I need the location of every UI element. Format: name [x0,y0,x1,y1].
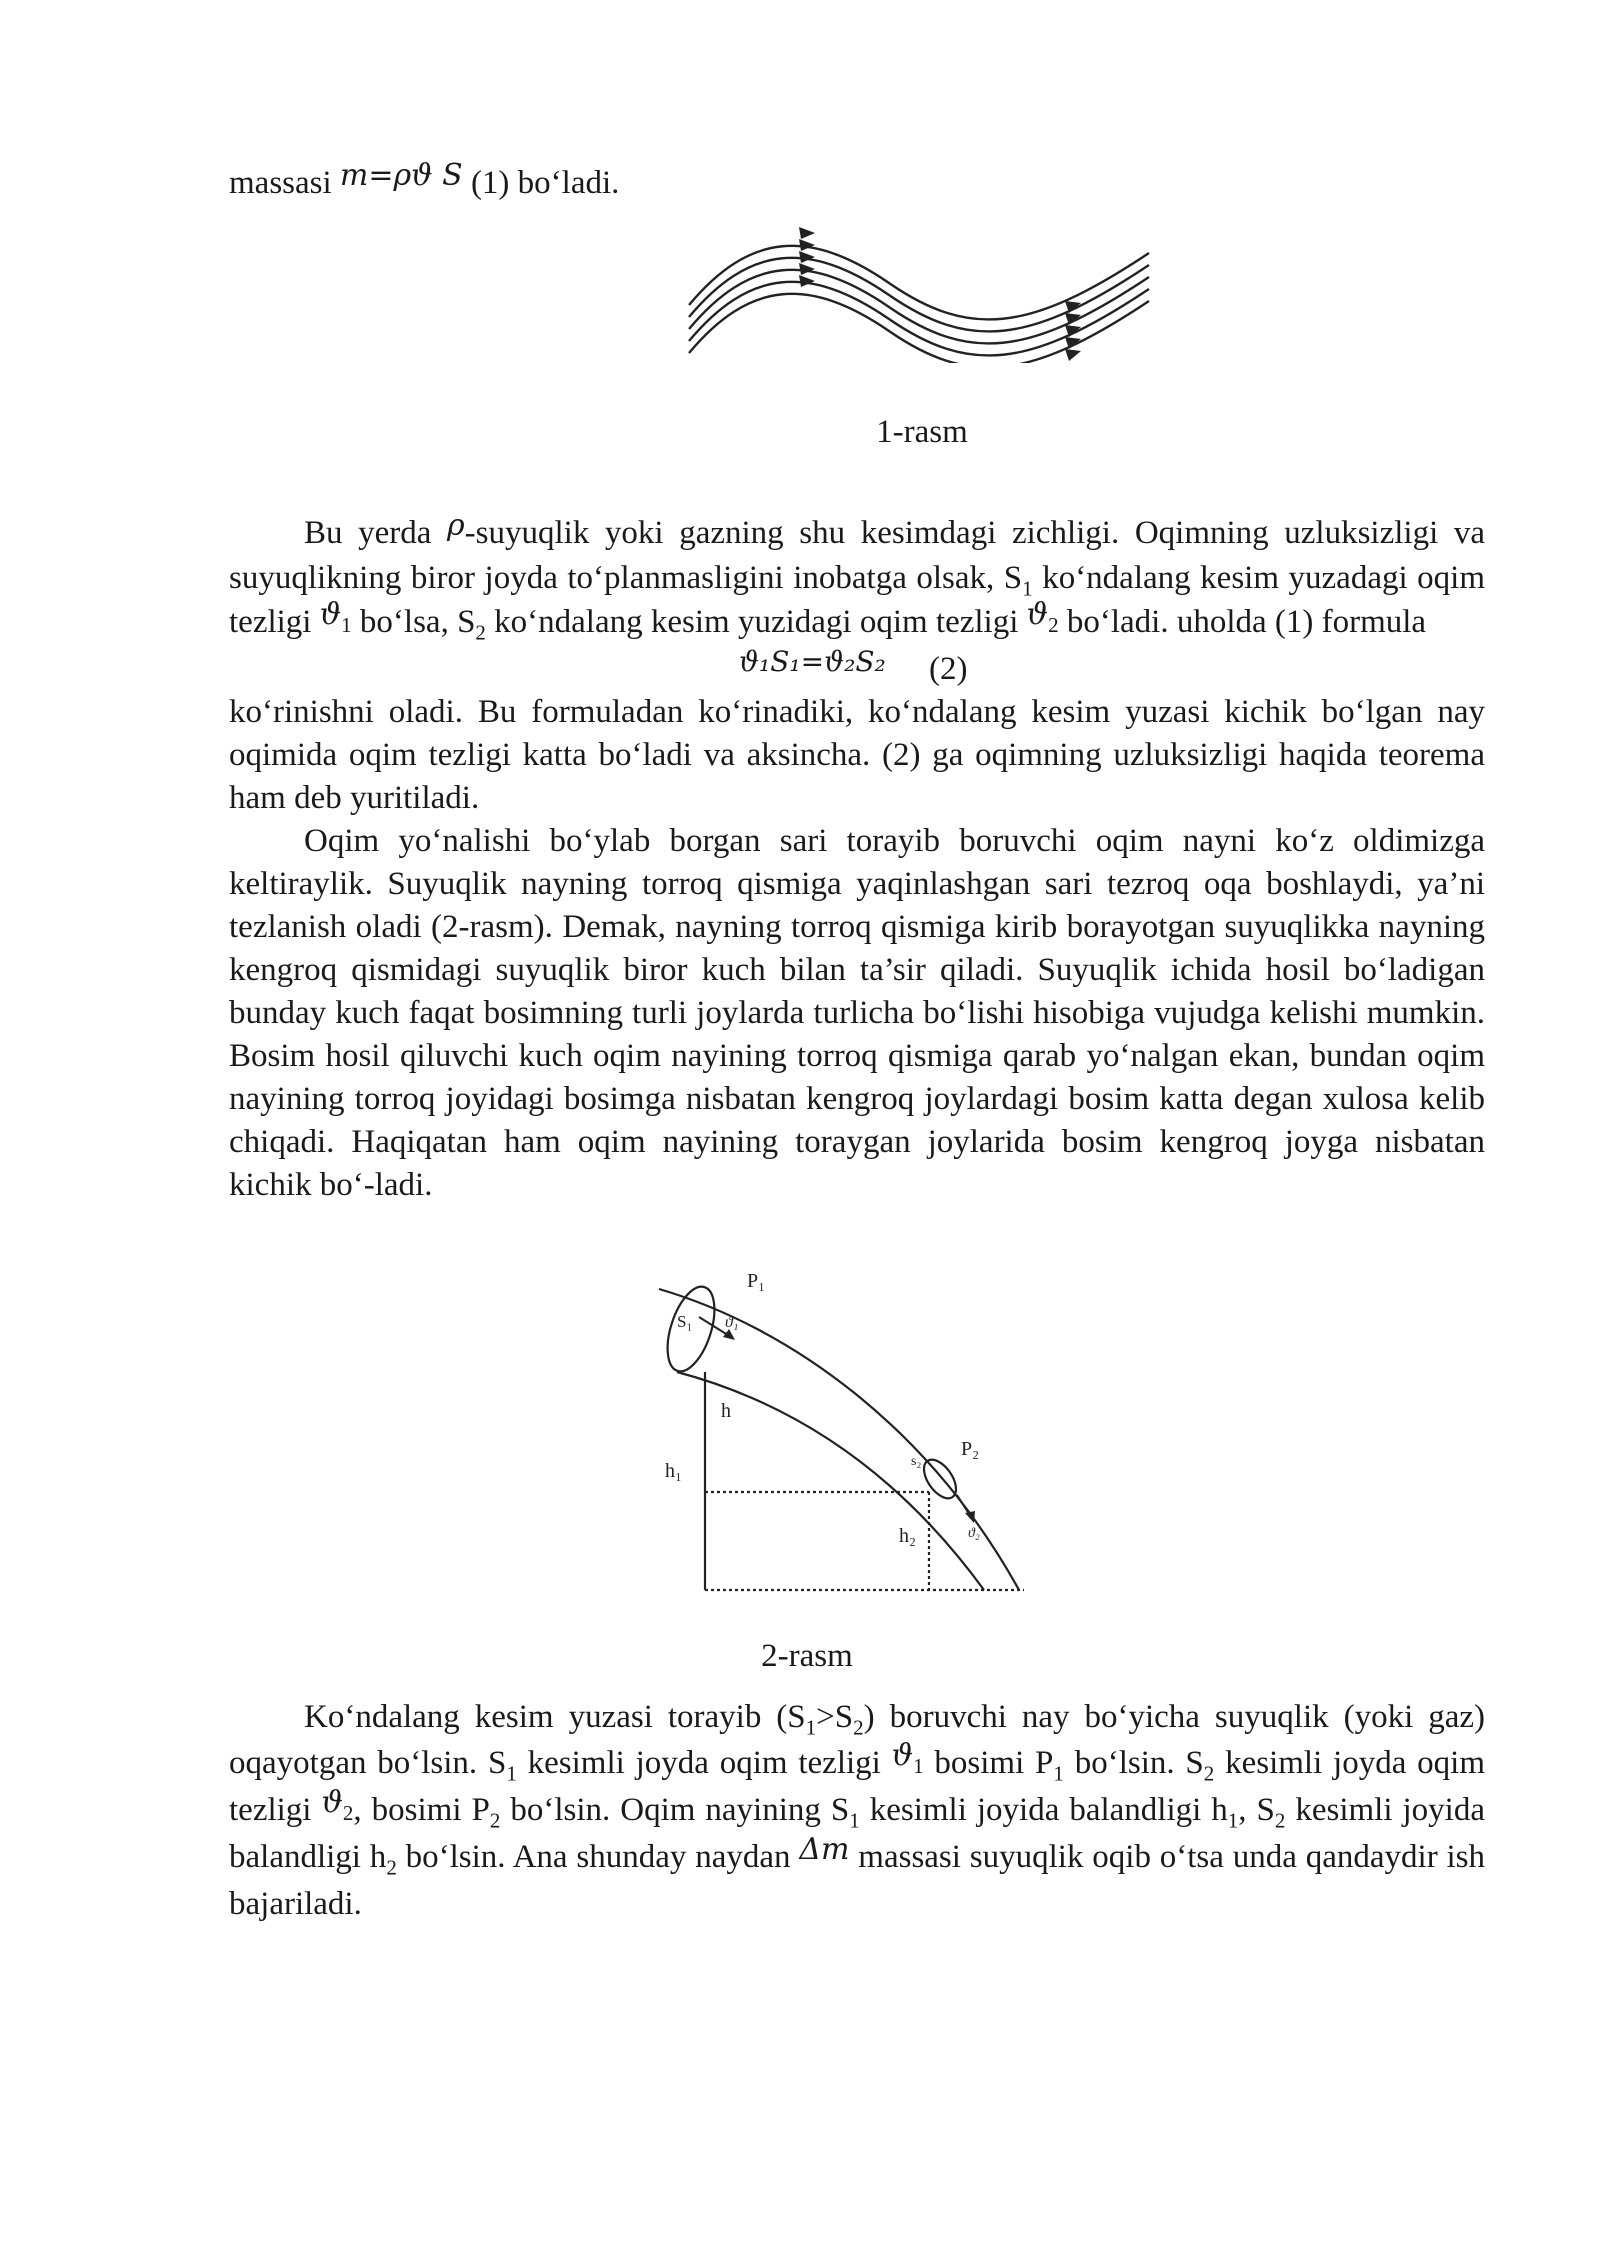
subscript: 1 [913,1753,924,1778]
text: kesimli joyda oqim tezligi [229,1745,1485,1828]
label-s2: s₂ [911,1454,922,1469]
text: (1) bo‘ladi. [462,165,620,201]
text: bo‘lsin. Oqim nayining S [500,1792,850,1828]
text: Ko‘ndalang kesim yuzasi torayib (S [304,1699,806,1735]
subscript: 1 [506,1761,517,1786]
subscript: 2 [342,1800,354,1825]
text: bosimi P [923,1745,1054,1781]
arrow-icon [1065,349,1081,361]
text: massasi suyuqlik oqib o‘tsa unda qandaydir ish bajariladi. [229,1839,1486,1922]
subscript: 1 [341,612,352,637]
mass-formula: m=ρϑ S [339,158,463,193]
formula-expression: ϑ₁S₁=ϑ₂S₂ [739,645,886,678]
text: , bosimi P [353,1792,490,1828]
subscript: 2 [1203,1761,1215,1786]
mass-line [229,158,1485,205]
text: bo‘lsin. Ana shunday naydan [396,1839,800,1875]
subscript: 2 [489,1808,501,1833]
text: ko‘ndalang kesim yuzidagi oqim tezligi [485,604,1027,640]
text: massasi [229,165,340,201]
subscript: 2 [386,1855,397,1880]
label-h2: h₂ [899,1525,916,1547]
subscript: 2 [1274,1808,1286,1833]
velocity-symbol: ϑ [319,597,342,632]
text: Bu yerda [304,515,448,551]
text: bo‘lsin. S [1063,1745,1204,1781]
figure-2-caption: 2-rasm [761,1638,853,1674]
velocity-symbol: ϑ [891,1738,914,1773]
arrow-icon [965,1511,975,1523]
text: , S [1238,1792,1275,1828]
label-h: h [721,1400,731,1422]
text: kesimli joyida balandligi h [859,1792,1228,1828]
arrow-icon [799,239,815,251]
velocity-symbol: ϑ [1026,597,1049,632]
figure-1-streamlines [229,213,1485,363]
text: bo‘lsa, S [351,604,476,640]
label-s1: S₁ [677,1312,693,1331]
text: kesimli joyda oqim tezligi [516,1745,892,1781]
velocity-symbol: ϑ [321,1785,343,1820]
arrow-icon [799,263,815,275]
figure-2-flow-tube [229,1267,1485,1597]
subscript: 1 [1053,1761,1064,1786]
label-v1: ϑ₁ [725,1314,739,1331]
paragraph-1 [229,508,1485,645]
paragraph-2: ko‘rinishni oladi. Bu formuladan ko‘rinadiki, ko‘ndalang kesim yuzasi kichik bo‘lgan nay oqimida oqim tezligi katta bo‘ladi va aksincha. (2) ga oqimning uzluksizligi haqida teorema ham deb yuritiladi. [229,694,1485,816]
delta-m-symbol: Δm [799,1832,850,1867]
text: bo‘ladi. uholda (1) formula [1058,604,1427,640]
arrow-icon [799,227,815,239]
figure-1-caption: 1-rasm [876,414,968,450]
subscript: 1 [849,1808,860,1833]
text: -suyuqlik yoki gazning shu kesimdagi zichligi. Oqimning uzluksizligi va suyuqlikning biror joyda to‘planmasligini inobatga olsak, S [229,515,1485,596]
text: kesimli joyida balandligi h [229,1792,1485,1875]
label-v2: ϑ₂ [968,1526,980,1541]
text: >S [816,1699,854,1735]
document-page [229,150,1485,1927]
subscript: 2 [853,1715,864,1740]
streamline [689,294,1149,363]
streamline [689,246,1149,320]
formula-number: (2) [929,651,968,687]
subscript: 1 [1022,576,1033,601]
formula-2 [229,645,1485,691]
label-p2: P₂ [961,1438,980,1460]
arrow-icon [799,275,815,287]
text: ko‘ndalang kesim yuzadagi oqim tezligi [229,560,1485,640]
subscript: 2 [1048,612,1059,637]
paragraph-4 [229,1694,1485,1927]
subscript: 1 [1227,1808,1239,1833]
rho-symbol: ρ [447,508,465,543]
label-p1: P₁ [747,1270,766,1292]
paragraph-3: Oqim yo‘nalishi bo‘ylab borgan sari torayib boruvchi oqim nayni ko‘z oldimizga keltiraylik. Suyuqlik nayning torroq qismiga yaqinlashgan sari tezroq oqa boshlaydi, ya’ni tezlanish oladi (2-rasm). Demak, nayning torroq qismiga kirib borayotgan suyuqlikka nayning kengroq qismidagi suyuqlik biror kuch bilan ta’sir qiladi. Suyuqlik ichida hosil bo‘ladigan bunday kuch faqat bosimning turli joylarda turlicha bo‘lishi hisobiga vujudga kelishi mumkin. Bosim hosil qiluvchi kuch oqim nayining torroq qismiga qarab yo‘nalgan ekan, bundan oqim nayining torroq joyidagi bosimga nisbatan kengroq joylardagi bosim katta degan xulosa kelib chiqadi. Haqiqatan ham oqim nayining toraygan joylarida bosim kengroq joyga nisbatan kichik bo‘-ladi. [229,823,1485,1203]
label-h1: h₁ [665,1460,682,1482]
subscript: 1 [805,1715,817,1740]
text: ) boruvchi nay bo‘yicha suyuqlik (yoki gaz) oqayotgan bo‘lsin. S [229,1699,1486,1781]
arrow-icon [799,251,815,263]
subscript: 2 [475,620,486,645]
